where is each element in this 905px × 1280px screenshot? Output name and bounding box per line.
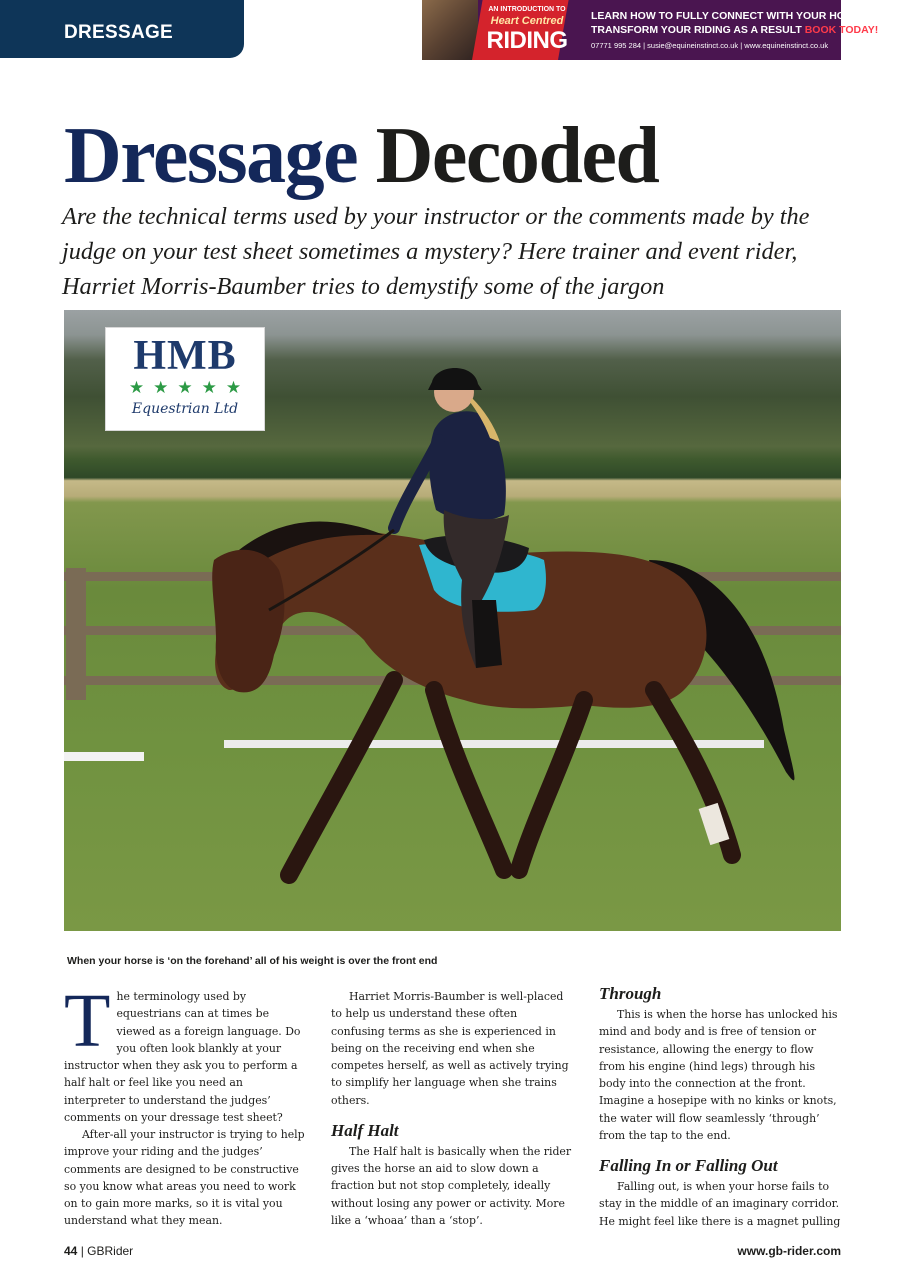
arena-board-left: [64, 752, 144, 761]
article-title: [64, 108, 658, 204]
page-number: 44: [64, 1244, 78, 1258]
body-column-1: [64, 979, 306, 1230]
col2-paragraph-1: Harriet Morris-Baumber is well-placed to help us understand these often confusing terms as she is experienced in being on the receiving end when she competes herself, as well as actively trying to simplify her language when she trains others.: [331, 990, 569, 1107]
section-label: DRESSAGE: [64, 22, 174, 43]
fence-post: [66, 568, 86, 700]
horse-leg-front-left: [289, 680, 394, 875]
logo-subtitle: Equestrian Ltd: [131, 401, 239, 417]
falling-heading: Falling In or Falling Out: [599, 1156, 778, 1175]
advert-line2-text: TRANSFORM YOUR RIDING AS A RESULT: [591, 24, 802, 36]
through-body: This is when the horse has unlocked his mind and body and is free of tension or resistance, allowing the energy to flow from his engine (hind legs) through his body into the connection at the front. Imagine a hosepipe with no kinks or knots, the water will flow seamlessly ‘through’ from the tap to the end.: [599, 1008, 838, 1142]
page-folio: 44 | GBRider: [64, 1244, 134, 1258]
section-tab: [0, 0, 244, 58]
advert-horse-photo: [422, 0, 478, 60]
advert-cta[interactable]: BOOK TODAY!: [804, 24, 879, 36]
half-halt-body: The Half halt is basically when the rider gives the horse an aid to slow down a fraction but not stop completely, ideally without losing any power or activity. More like a ‘whoaa’ than a ‘stop’.: [331, 1144, 572, 1227]
website-link[interactable]: www.gb-rider.com: [737, 1244, 841, 1258]
half-halt-heading: Half Halt: [331, 1120, 399, 1140]
falling-body: Falling out, is when your horse fails to stay in the middle of an imaginary corridor. He might feel like there is a magnet pulling: [599, 1180, 841, 1228]
dropcap: T: [64, 979, 111, 1063]
title-part-1: Dressage: [64, 112, 358, 200]
advert-banner[interactable]: [422, 0, 892, 60]
logo-name: HMB: [133, 333, 237, 379]
through-heading: Through: [599, 984, 662, 1003]
horse-leg-hind-left: [519, 700, 584, 870]
advert-intro: AN INTRODUCTION TO: [488, 6, 566, 13]
rider-helmet: [428, 368, 482, 390]
horse-head: [212, 550, 284, 693]
advert-product: RIDING: [486, 27, 568, 54]
hmb-logo: [105, 327, 265, 431]
standfirst: Are the technical terms used by your instructor or the comments made by the judge on your test sheet sometimes a mystery? Here trainer and event rider, Harriet Morris-Baumber tries to demystify some of the jargon: [62, 203, 810, 300]
advert-contact: 07771 995 284 | susie@equineinstinct.co.uk | www.equineinstinct.co.uk: [591, 41, 829, 50]
intro-paragraph-1-text: he terminology used by equestrians can at times be viewed as a foreign language. Do you often look blankly at your instructor when they ask you to perform a half halt or feel like you need an interpreter to understand the judges’ comments on your dressage test sheet?: [64, 990, 301, 1124]
logo-stars-icon: ★★★★★: [128, 378, 251, 398]
photo-caption: When your horse is ‘on the forehand’ all of his weight is over the front end: [67, 955, 438, 967]
advert-line2: [591, 24, 878, 36]
body-column-3: [599, 984, 841, 1230]
advert-line1: LEARN HOW TO FULLY CONNECT WITH YOUR HORSE AND: [591, 10, 892, 22]
intro-paragraph-1: [64, 979, 306, 1126]
rider-jacket: [429, 411, 506, 521]
advert-brand: Heart Centred: [490, 15, 564, 27]
intro-paragraph-2: After-all your instructor is trying to help improve your riding and the judges’ comments are designed to be constructive so you know what areas you need to work on to gain more marks, so it is vital you understand what they mean.: [64, 1128, 305, 1228]
horse-leg-front-right: [434, 690, 504, 870]
body-column-2: [331, 988, 573, 1229]
magazine-name: GBRider: [87, 1244, 134, 1258]
title-part-2: Decoded: [375, 112, 659, 200]
